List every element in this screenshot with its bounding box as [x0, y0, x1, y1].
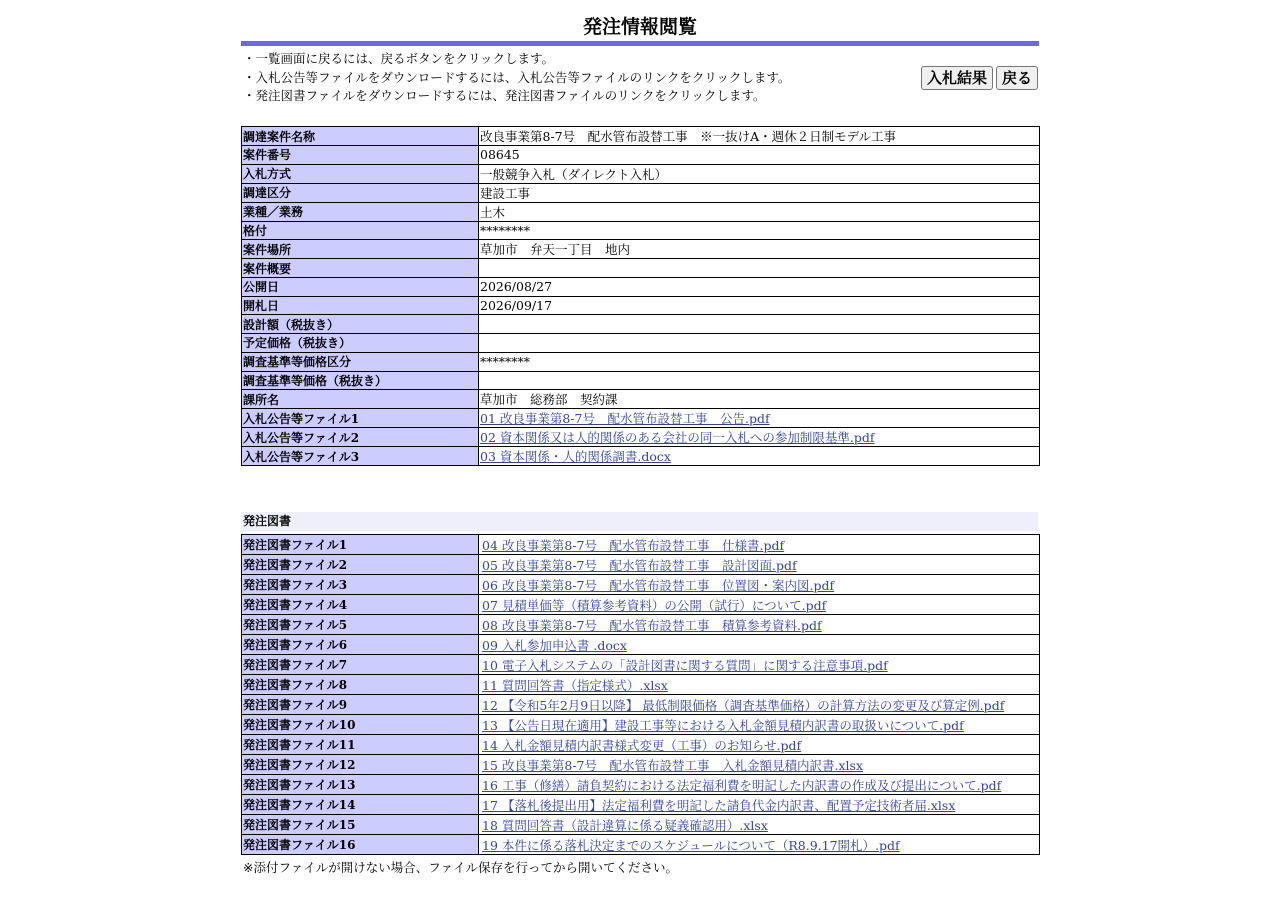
row-label: 発注図書ファイル11 [242, 735, 479, 755]
row-label: 発注図書ファイル12 [242, 755, 479, 775]
info-row [242, 221, 1040, 240]
row-label: 予定価格（税抜き） [242, 334, 479, 353]
instruction-item: ・発注図書ファイルをダウンロードするには、発注図書ファイルのリンクをクリックします。 [243, 88, 766, 103]
info-row [242, 371, 1040, 390]
file-download-link[interactable]: 18 質問回答書（設計違算に係る疑義確認用）.xlsx [482, 817, 768, 833]
action-buttons [921, 66, 1038, 90]
row-label: 発注図書ファイル3 [242, 575, 479, 595]
drawing-file-row [242, 715, 1040, 735]
row-value-cell [479, 715, 1040, 735]
row-value-cell: 土木 [479, 202, 1040, 221]
drawing-file-row [242, 755, 1040, 775]
file-download-link[interactable]: 12 【令和5年2月9日以降】 最低制限価格（調査基準価格）の計算方法の変更及び算定例.pdf [482, 697, 1005, 713]
row-value-cell: 08645 [479, 146, 1040, 165]
file-download-link[interactable]: 05 改良事業第8-7号 配水管布設替工事 設計図面.pdf [482, 557, 797, 573]
notice-file-row [242, 428, 1040, 447]
row-label: 開札日 [242, 296, 479, 315]
info-row [242, 127, 1040, 146]
drawing-file-row [242, 675, 1040, 695]
row-label: 入札方式 [242, 164, 479, 183]
row-label: 発注図書ファイル8 [242, 675, 479, 695]
row-label: 発注図書ファイル4 [242, 595, 479, 615]
file-download-link[interactable]: 02 資本関係又は人的関係のある会社の同一入札への参加制限基準.pdf [480, 430, 875, 446]
row-value-cell: 2026/09/17 [479, 296, 1040, 315]
procurement-info-table [241, 126, 1040, 466]
file-download-link[interactable]: 16 工事（修繕）請負契約における法定福利費を明記した内訳書の作成及び提出について.pdf [482, 777, 1002, 793]
instruction-item: ・一覧画面に戻るには、戻るボタンをクリックします。 [243, 51, 555, 66]
row-value-cell [479, 535, 1040, 555]
row-value-cell [479, 755, 1040, 775]
row-value-cell: 建設工事 [479, 183, 1040, 202]
drawing-file-row [242, 795, 1040, 815]
drawing-file-row [242, 735, 1040, 755]
row-label: 設計額（税抜き） [242, 315, 479, 334]
info-row [242, 240, 1040, 259]
row-label: 公開日 [242, 278, 479, 297]
row-label: 発注図書ファイル6 [242, 635, 479, 655]
row-value-cell: 草加市 弁天一丁目 地内 [479, 240, 1040, 259]
info-row [242, 164, 1040, 183]
info-row [242, 183, 1040, 202]
row-value-cell: 2026/08/27 [479, 278, 1040, 297]
row-value-cell [479, 815, 1040, 835]
info-row [242, 296, 1040, 315]
row-label: 入札公告等ファイル2 [242, 428, 479, 447]
row-value-cell [479, 835, 1040, 855]
row-value-cell [479, 371, 1040, 390]
row-value-cell [479, 655, 1040, 675]
file-download-link[interactable]: 11 質問回答書（指定様式）.xlsx [482, 677, 668, 693]
drawing-file-row [242, 775, 1040, 795]
row-label: 発注図書ファイル2 [242, 555, 479, 575]
row-value-cell [479, 675, 1040, 695]
file-download-link[interactable]: 10 電子入札システムの「設計図書に関する質問」に関する注意事項.pdf [482, 657, 888, 673]
footer-note: ※添付ファイルが開けない場合、ファイル保存を行ってから開いてください。 [243, 860, 678, 875]
file-download-link[interactable]: 13 【公告日現在適用】建設工事等における入札金額見積内訳書の取扱いについて.pdf [482, 717, 964, 733]
row-label: 調査基準等価格（税抜き） [242, 371, 479, 390]
info-row [242, 202, 1040, 221]
info-row [242, 352, 1040, 371]
row-value-cell [479, 575, 1040, 595]
file-download-link[interactable]: 07 見積単価等（積算参考資料）の公開（試行）について.pdf [482, 597, 827, 613]
page-header [241, 0, 1039, 118]
back-button[interactable]: 戻る [996, 66, 1038, 90]
instructions [241, 46, 1039, 118]
row-value-cell [479, 447, 1040, 466]
row-label: 調査基準等価格区分 [242, 352, 479, 371]
row-value-cell [479, 775, 1040, 795]
row-label: 発注図書ファイル13 [242, 775, 479, 795]
drawing-file-row [242, 555, 1040, 575]
row-value-cell [479, 795, 1040, 815]
row-label: 発注図書ファイル14 [242, 795, 479, 815]
row-value-cell [479, 334, 1040, 353]
row-label: 案件概要 [242, 259, 479, 278]
info-row [242, 278, 1040, 297]
row-value-cell: ******** [479, 221, 1040, 240]
row-value-cell [479, 315, 1040, 334]
row-label: 入札公告等ファイル1 [242, 409, 479, 428]
page-title: 発注情報閲覧 [582, 16, 697, 38]
instruction-item: ・入札公告等ファイルをダウンロードするには、入札公告等ファイルのリンクをクリックします。 [243, 69, 791, 85]
row-value-cell [479, 735, 1040, 755]
drawing-file-row [242, 615, 1040, 635]
row-value-cell: 改良事業第8-7号 配水管布設替工事 ※一抜けA・週休２日制モデル工事 [479, 127, 1040, 146]
info-row [242, 259, 1040, 278]
notice-file-row [242, 409, 1040, 428]
drawing-file-row [242, 595, 1040, 615]
drawing-file-row [242, 535, 1040, 555]
drawing-file-row [242, 835, 1040, 855]
file-download-link[interactable]: 03 資本関係・人的関係調書.docx [480, 449, 671, 465]
row-value-cell [479, 695, 1040, 715]
drawing-files-table [241, 534, 1040, 855]
file-download-link[interactable]: 09 入札参加申込書 .docx [482, 637, 627, 653]
drawings-section-title: 発注図書 [241, 512, 1038, 531]
drawing-file-row [242, 655, 1040, 675]
row-value-cell: 一般競争入札（ダイレクト入札） [479, 164, 1040, 183]
info-row [242, 390, 1040, 409]
drawing-file-row [242, 695, 1040, 715]
row-label: 発注図書ファイル1 [242, 535, 479, 555]
row-label: 発注図書ファイル16 [242, 835, 479, 855]
file-download-link[interactable]: 04 改良事業第8-7号 配水管布設替工事 仕様書.pdf [482, 537, 785, 553]
row-label: 入札公告等ファイル3 [242, 447, 479, 466]
file-download-link[interactable]: 08 改良事業第8-7号 配水管布設替工事 積算参考資料.pdf [482, 617, 822, 633]
row-label: 調達案件名称 [242, 127, 479, 146]
row-value-cell [479, 409, 1040, 428]
file-download-link[interactable]: 06 改良事業第8-7号 配水管布設替工事 位置図・案内図.pdf [482, 577, 835, 593]
row-label: 案件場所 [242, 240, 479, 259]
bid-results-button[interactable]: 入札結果 [921, 66, 993, 90]
row-value-cell [479, 635, 1040, 655]
file-download-link[interactable]: 15 改良事業第8-7号 配水管布設替工事 入札金額見積内訳書.xlsx [482, 757, 863, 773]
row-label: 課所名 [242, 390, 479, 409]
drawing-file-row [242, 815, 1040, 835]
drawing-file-row [242, 635, 1040, 655]
row-label: 発注図書ファイル5 [242, 615, 479, 635]
info-row [242, 315, 1040, 334]
row-label: 案件番号 [242, 146, 479, 165]
row-label: 発注図書ファイル15 [242, 815, 479, 835]
info-row [242, 334, 1040, 353]
row-value-cell: ******** [479, 352, 1040, 371]
file-download-link[interactable]: 14 入札金額見積内訳書様式変更（工事）のお知らせ.pdf [482, 737, 802, 753]
row-value-cell [479, 428, 1040, 447]
file-download-link[interactable]: 17 【落札後提出用】法定福利費を明記した請負代金内訳書、配置予定技術者届.xlsx [482, 797, 956, 813]
row-value-cell [479, 615, 1040, 635]
file-download-link[interactable]: 01 改良事業第8-7号 配水管布設替工事 公告.pdf [480, 411, 770, 427]
drawing-file-row [242, 575, 1040, 595]
row-label: 格付 [242, 221, 479, 240]
file-download-link[interactable]: 19 本件に係る落札決定までのスケジュールについて（R8.9.17開札）.pdf [482, 837, 900, 853]
instruction-list [243, 50, 790, 106]
row-label: 調達区分 [242, 183, 479, 202]
row-value-cell [479, 595, 1040, 615]
info-row [242, 146, 1040, 165]
row-label: 発注図書ファイル7 [242, 655, 479, 675]
row-value-cell [479, 555, 1040, 575]
row-label: 発注図書ファイル9 [242, 695, 479, 715]
notice-file-row [242, 447, 1040, 466]
row-label: 業種／業務 [242, 202, 479, 221]
row-label: 発注図書ファイル10 [242, 715, 479, 735]
row-value-cell [479, 259, 1040, 278]
row-value-cell: 草加市 総務部 契約課 [479, 390, 1040, 409]
